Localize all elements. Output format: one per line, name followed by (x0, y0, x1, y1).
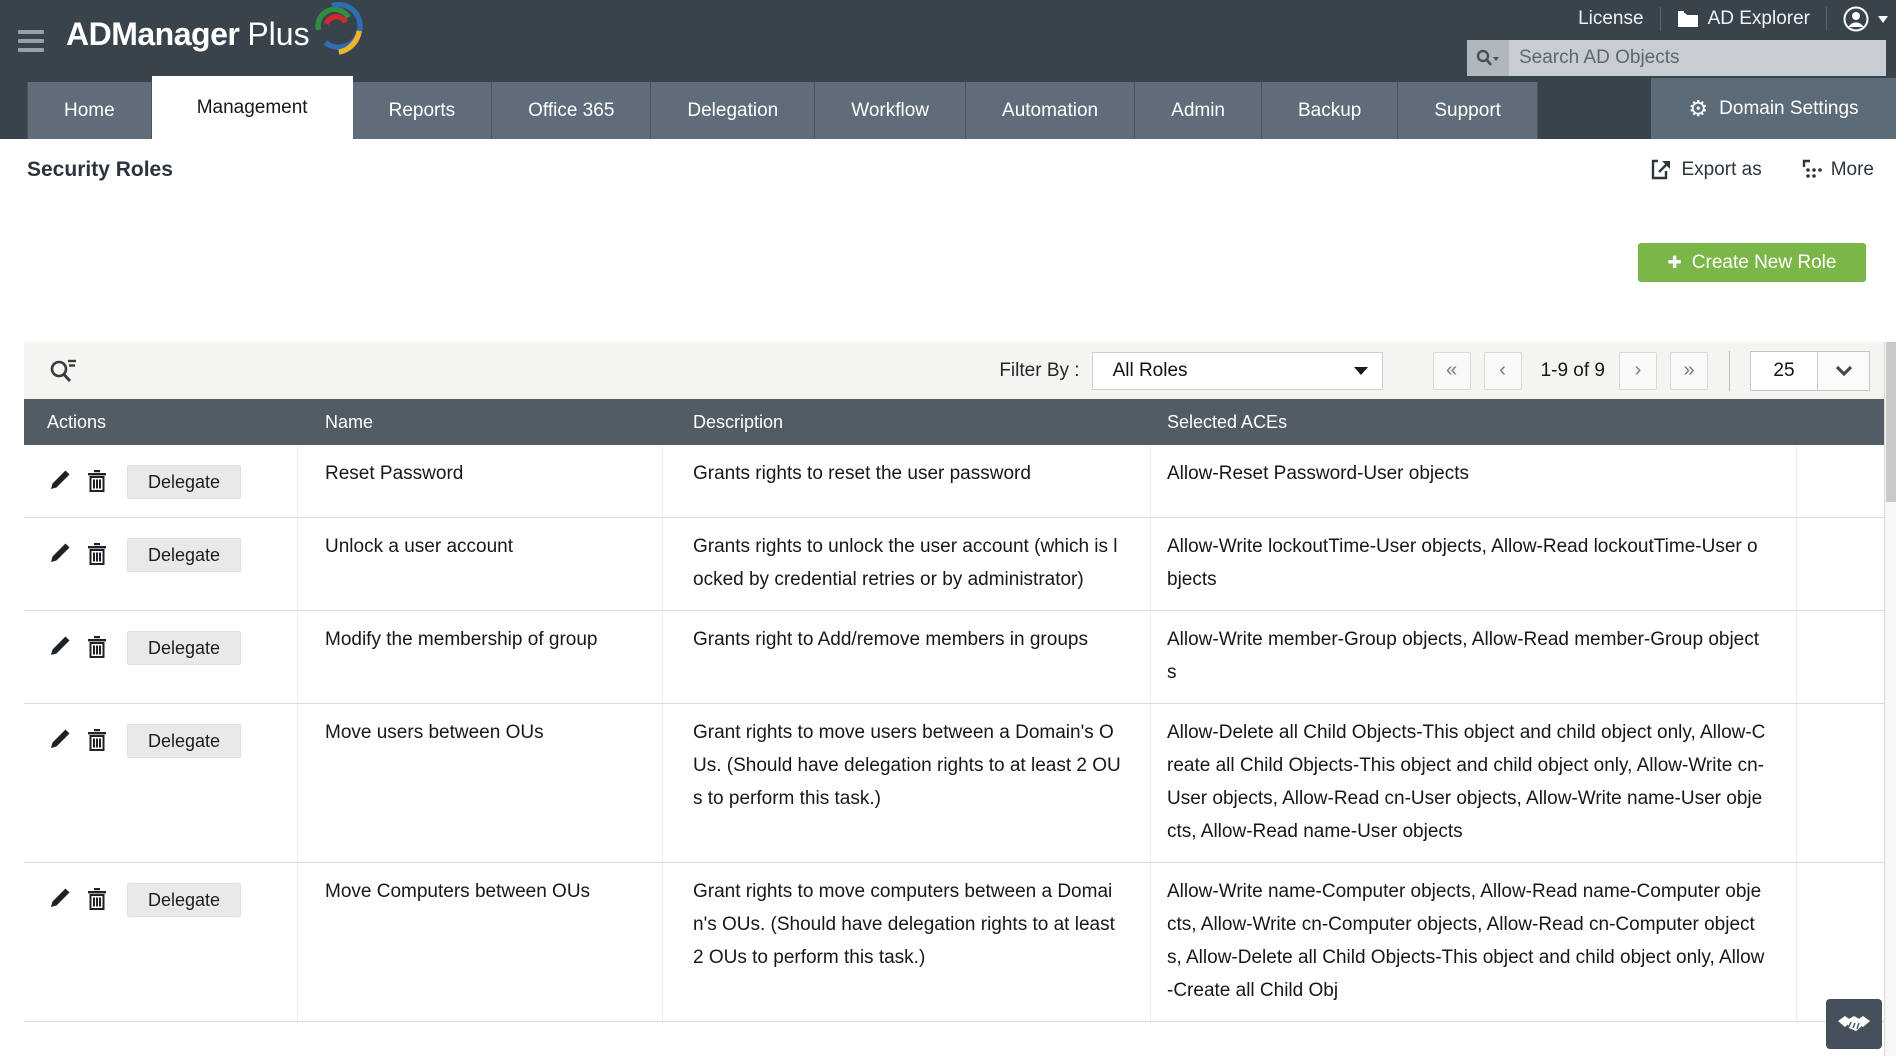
tab-workflow[interactable]: Workflow (815, 82, 966, 139)
tab-management[interactable]: Management (152, 76, 353, 139)
edit-button[interactable] (49, 728, 71, 761)
vertical-scrollbar[interactable] (1884, 342, 1896, 1056)
actions-cell (24, 518, 298, 610)
filter-by-label: Filter By : (999, 359, 1080, 381)
role-name-cell: Move Computers between OUs (298, 863, 663, 1021)
edit-button[interactable] (49, 887, 71, 920)
trash-icon (87, 542, 107, 565)
first-page-button[interactable]: « (1433, 352, 1471, 390)
search-input[interactable] (1509, 47, 1886, 69)
tab-office-365[interactable]: Office 365 (492, 82, 651, 139)
divider (1729, 351, 1730, 391)
role-description-cell: Grants right to Add/remove members in groups (663, 611, 1151, 703)
handshake-icon (1837, 1012, 1871, 1036)
spacer-cell (1797, 518, 1884, 610)
tab-reports[interactable]: Reports (353, 82, 493, 139)
selected-aces-cell: Allow-Delete all Child Objects-This object and child object only, Allow-Create all Child Objects-This object and child object only, Allow-Write cn-User objects, Allow-Read cn-User objects, Allow-Write name-User objects, Allow-Read name-User objects (1151, 704, 1797, 862)
col-header-selected-aces: Selected ACEs (1167, 411, 1288, 432)
top-bar (0, 0, 1896, 139)
delete-button[interactable] (87, 728, 107, 762)
selected-aces-cell: Allow-Write member-Group objects, Allow-Read member-Group objects (1151, 611, 1797, 703)
selected-aces-cell: Allow-Write name-Computer objects, Allow-Read name-Computer objects, Allow-Write cn-Computer objects, Allow-Read cn-Computer objects, Allow-Delete all Child Objects-This object and child object only, Allow-Create all Child Obj (1151, 863, 1797, 1021)
spacer-cell (1797, 704, 1884, 862)
selected-aces-cell: Allow-Reset Password-User objects (1151, 445, 1797, 517)
divider (1826, 7, 1827, 31)
pencil-icon (49, 728, 71, 750)
page-header (0, 139, 1896, 200)
header-actions (1651, 159, 1896, 181)
brand-name: ADManager (66, 15, 240, 52)
brand-arcs-icon (304, 0, 366, 58)
pencil-icon (49, 635, 71, 657)
filter-controls (999, 351, 1870, 391)
domain-settings-button[interactable] (1651, 78, 1896, 139)
divider (1660, 7, 1661, 31)
actions-cell (24, 863, 298, 1021)
ad-search (1467, 40, 1886, 76)
ad-explorer-label: AD Explorer (1707, 8, 1810, 29)
nav-tabs (27, 76, 1538, 139)
delegate-button[interactable]: Delegate (127, 465, 241, 499)
edit-button[interactable] (49, 635, 71, 668)
spacer-cell (1797, 611, 1884, 703)
actions-cell (24, 445, 298, 517)
edit-button[interactable] (49, 542, 71, 575)
export-as-label: Export as (1681, 158, 1762, 180)
trash-icon (87, 635, 107, 658)
trash-icon (87, 887, 107, 910)
trash-icon (87, 728, 107, 751)
pagination-count: 1-9 of 9 (1540, 359, 1605, 381)
ad-explorer-link[interactable] (1677, 8, 1810, 30)
page-size-value: 25 (1773, 359, 1795, 381)
tab-delegation[interactable]: Delegation (651, 82, 815, 139)
last-page-button[interactable]: » (1670, 352, 1708, 390)
col-header-description: Description (693, 411, 784, 432)
pencil-icon (49, 469, 71, 491)
role-description-cell: Grants rights to reset the user password (663, 445, 1151, 517)
col-header-name: Name (325, 411, 374, 432)
table-row (24, 611, 1884, 704)
chevron-down-icon (1817, 352, 1869, 390)
tab-admin[interactable]: Admin (1135, 82, 1262, 139)
more-button[interactable] (1802, 159, 1874, 181)
pencil-icon (49, 887, 71, 909)
domain-settings-label: Domain Settings (1719, 97, 1859, 119)
roles-filter-value: All Roles (1112, 359, 1188, 381)
spacer-cell (1797, 445, 1884, 517)
filter-bar (24, 342, 1884, 399)
trash-icon (87, 469, 107, 492)
user-icon (1843, 6, 1869, 32)
table-row (24, 863, 1884, 1022)
role-description-cell: Grant rights to move users between a Domain's OUs. (Should have delegation rights to at least 2 OUs to perform this task.) (663, 704, 1151, 862)
delete-button[interactable] (87, 887, 107, 921)
selected-aces-cell: Allow-Write lockoutTime-User objects, Allow-Read lockoutTime-User objects (1151, 518, 1797, 610)
create-new-role-button[interactable] (1638, 243, 1866, 282)
search-icon (1476, 49, 1500, 67)
delegate-button[interactable]: Delegate (127, 538, 241, 572)
prev-page-button[interactable]: ‹ (1484, 352, 1522, 390)
edit-button[interactable] (49, 469, 71, 502)
tab-support[interactable]: Support (1398, 82, 1538, 139)
more-icon (1802, 159, 1822, 180)
user-menu[interactable] (1843, 6, 1888, 32)
folder-icon (1677, 10, 1699, 28)
roles-table (24, 399, 1884, 1022)
delete-button[interactable] (87, 542, 107, 576)
search-scope-button[interactable] (1467, 40, 1509, 76)
support-chat-button[interactable] (1826, 999, 1882, 1049)
more-label: More (1830, 158, 1874, 180)
license-label: License (1578, 8, 1644, 29)
menu-icon[interactable] (18, 30, 44, 52)
delegate-button[interactable]: Delegate (127, 883, 241, 917)
table-search-button[interactable] (48, 356, 78, 386)
page-size-select[interactable] (1750, 351, 1870, 391)
search-filter-icon (48, 356, 78, 386)
toolbar (0, 200, 1896, 342)
next-page-button[interactable]: › (1619, 352, 1657, 390)
delete-button[interactable] (87, 635, 107, 669)
role-description-cell: Grant rights to move computers between a Domain's OUs. (Should have delegation rights to at least 2 OUs to perform this task.) (663, 863, 1151, 1021)
role-name-cell: Unlock a user account (298, 518, 663, 610)
caret-down-icon (1354, 367, 1368, 375)
role-name-cell: Modify the membership of group (298, 611, 663, 703)
actions-cell (24, 704, 298, 862)
table-header-row (24, 399, 1884, 445)
spacer-cell (1797, 863, 1884, 1021)
brand-suffix: Plus (247, 15, 310, 52)
table-row (24, 445, 1884, 518)
license-link[interactable] (1578, 8, 1644, 30)
table-row (24, 704, 1884, 863)
tab-automation[interactable]: Automation (966, 82, 1135, 139)
role-name-cell: Move users between OUs (298, 704, 663, 862)
export-as-button[interactable] (1651, 159, 1761, 181)
plus-icon: ✚ (1667, 252, 1682, 272)
pencil-icon (49, 542, 71, 564)
create-new-role-label: Create New Role (1691, 251, 1837, 273)
scrollbar-thumb[interactable] (1886, 342, 1896, 502)
delete-button[interactable] (87, 469, 107, 503)
gear-icon: ⚙ (1688, 95, 1709, 121)
delegate-button[interactable]: Delegate (127, 631, 241, 665)
page-title: Security Roles (27, 157, 173, 181)
top-links (1578, 4, 1888, 34)
actions-cell (24, 611, 298, 703)
delegate-button[interactable]: Delegate (127, 724, 241, 758)
export-icon (1651, 159, 1672, 180)
tab-home[interactable]: Home (27, 82, 152, 139)
table-body (24, 445, 1884, 1022)
app-logo (66, 10, 366, 58)
roles-filter-dropdown[interactable] (1092, 352, 1383, 390)
role-name-cell: Reset Password (298, 445, 663, 517)
chevron-down-icon (1878, 16, 1888, 23)
tab-backup[interactable]: Backup (1262, 82, 1398, 139)
role-description-cell: Grants rights to unlock the user account (which is locked by credential retries or by administrator) (663, 518, 1151, 610)
table-row (24, 518, 1884, 611)
col-header-actions: Actions (47, 411, 107, 432)
